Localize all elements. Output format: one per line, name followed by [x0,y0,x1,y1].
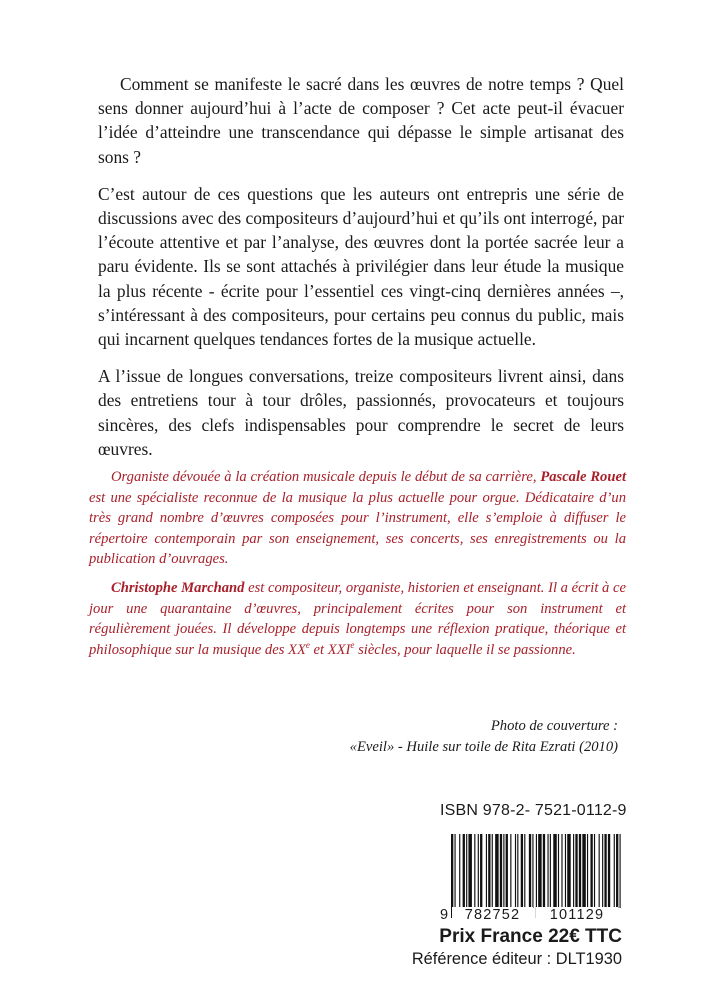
price-label: Prix France 22€ TTC [439,926,622,947]
bio1-text: est une spécialiste reconnue de la musique la plus actuelle pour orgue. Dédicataire d’un très grand nombre d’œuvres composées pour l’instrument, elle s’emploie à diffuser le répertoire contemporain par son enseignement, ses concerts, ses enregistrements ou la publication d’ouvrages. [89,489,626,568]
barcode-bar [614,834,615,908]
publisher-reference: Référence éditeur : DLT1930 [411,950,622,968]
barcode-bar [492,834,493,908]
barcode-bar [573,834,574,908]
photo-credit-detail: «Eveil» - Huile sur toile de Rita Ezrati (2010) [349,739,618,755]
barcode-bar [454,834,455,918]
barcode-bar [616,834,618,908]
barcode-bar [594,834,595,908]
barcode-bar [478,834,479,908]
barcode-bar [567,834,570,908]
barcode-bar [543,834,545,908]
barcode-digits [440,907,623,923]
barcode-bar [590,834,592,908]
bio2-author-name: Christophe Marchand [111,579,245,596]
barcode-bar [521,834,523,908]
barcode-bar [495,834,498,908]
summary-paragraph-3: A l’issue de longues conversations, treize compositeurs livrent ainsi, dans des entretiens tour à tour drôles, passionnés, provocateurs et toujours sincères, des clefs indispensables pour comprendre le secret de leurs œuvres. [98,366,624,459]
cover-photo-credit [218,716,618,758]
barcode-bar [480,834,482,908]
barcode-bar [599,834,600,908]
barcode-bar [558,834,559,908]
back-cover-summary [98,72,624,474]
author-biographies [89,467,626,668]
barcode-first-digit: 9 [440,907,449,923]
barcode-bar [579,834,581,908]
barcode-bar [459,834,460,908]
bio1-intro: Organiste dévouée à la création musicale depuis le début de sa carrière, [111,469,541,485]
barcode-bar [468,834,471,908]
barcode-bar [506,834,508,908]
barcode-bar [561,834,562,908]
bio2-text-c: siècles, pour laquelle il se passionne. [354,641,576,658]
barcode-bar [582,834,585,908]
summary-paragraph-2: C’est autour de ces questions que les auteurs ont entrepris une série de discussions avec des compositeurs d’aujourd’hui et qu’ils ont interrogé, par l’écoute attentive et par l’analyse, des œuvres dont la portée sacrée leur a paru évidente. Ils se sont attachés à privilégier dans leur étude la musique la plus récente - écrite pour l’essentiel ces vingt-cinq dernières années –, s’intéressant à des compositeurs, pour certains peu connus du public, mais qui incarnent quelques tendances fortes de la musique actuelle. [98,183,624,350]
photo-credit-label: Photo de couverture : [490,718,618,734]
barcode-bar [532,834,533,908]
barcode-bar [463,834,465,908]
bio2-text-b: et XXI [309,641,351,658]
isbn-number: ISBN 978-2- 7521-0112-9 [440,802,627,819]
barcode-bar [608,834,610,908]
barcode-bar [547,834,548,908]
barcode-bar [500,834,502,908]
barcode-group-1: 782752 [452,907,533,923]
bio2-sup-b: e [350,639,355,650]
bio-christophe-marchand [89,578,626,660]
barcode-bar [510,834,511,908]
barcode-bar [565,834,566,908]
barcode-bar [451,834,453,918]
barcode-bar [587,834,588,908]
bio1-author-name: Pascale Rouet [540,469,627,485]
barcode-bar [486,834,487,908]
barcode-bar [474,834,475,908]
barcode-bar [620,834,621,908]
barcode-bar [553,834,556,908]
barcode-bar [536,834,537,918]
bio-pascale-rouet [89,467,626,570]
barcode-bar [538,834,541,918]
bio2-text-a: est compositeur, organiste, historien et enseignant. Il a écrit à ce jour une quarantaine d’œuvres, principalement écrites pour son instrument et régulièrement jouées. Il développe depuis longtemps une réflexion pratique, théorique et philosophique sur la musique des XX [89,579,626,658]
barcode-group-2: 101129 [536,907,618,923]
barcode-bar [488,834,490,908]
summary-paragraph-1: Comment se manifeste le sacré dans les œuvres de notre temps ? Quel sens donner aujourd’hui à l’acte de composer ? Cet acte peut-il évacuer l’idée d’atteindre une transcendance qui dépasse le simple artisanat des sons ? [98,74,624,167]
barcode-bar [466,834,467,908]
isbn-barcode [440,834,623,923]
barcode-bar [524,834,525,908]
barcode-bar [529,834,531,908]
barcode-bar [515,834,516,908]
barcode-bar [503,834,504,908]
bio2-sup-a: e [305,639,310,650]
barcode-bar [550,834,551,908]
barcode-bar [602,834,603,908]
barcode-bar [517,834,518,908]
barcode-bar [575,834,577,908]
barcode-bar [604,834,606,908]
